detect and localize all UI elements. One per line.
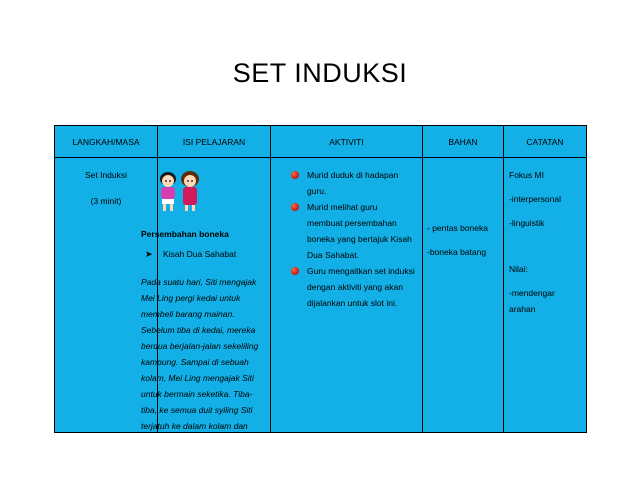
aktiviti-item [291,199,421,263]
catatan-item: -mendengar [509,288,555,298]
langkah-step: Set Induksi [84,170,128,180]
aktiviti-line: Murid melihat guru [307,202,378,212]
story-line: Sebelum tiba di kedai, mereka [141,325,256,335]
isi-heading: Persembahan boneka [141,229,229,239]
red-ball-bullet-icon [291,203,299,211]
story-line: untuk bermain seketika. Tiba- [141,389,253,399]
langkah-duration: (3 minit) [90,196,122,206]
lesson-plan-table [54,125,587,433]
story-line: terjatuh ke dalam kolam dan [141,421,248,431]
header-bahan: BAHAN [448,137,478,147]
story-text [141,274,271,434]
aktiviti-line: boneka yang bertajuk Kisah [307,234,412,244]
aktiviti-cell [291,167,421,311]
catatan-cell [509,167,587,317]
arrow-bullet-icon: ➤ [145,249,153,259]
story-line: tiba, ke semua duit syiling Siti [141,405,253,415]
aktiviti-line: Murid duduk di hadapan [307,170,399,180]
red-ball-bullet-icon [291,171,299,179]
aktiviti-line: Guru mengaitkan set induksi [307,266,415,276]
header-aktiviti: AKTIVITI [329,137,364,147]
page-title: SET INDUKSI [232,58,408,88]
catatan-item: arahan [509,304,536,314]
red-ball-bullet-icon [291,267,299,275]
catatan-nilai-label: Nilai: [509,264,528,274]
story-line: Mei Ling pergi kedai untuk [141,293,241,303]
story-line: kolam, Mei Ling mengajak Siti [141,373,254,383]
aktiviti-item [291,167,421,199]
bahan-item: - pentas boneka [427,223,488,233]
column-divider [422,126,423,432]
bahan-item: -boneka batang [427,247,487,257]
isi-subitem-label: Kisah Dua Sahabat [163,249,237,259]
header-langkah-masa: LANGKAH/MASA [72,137,140,147]
isi-cell [141,226,271,434]
catatan-item: Fokus MI [509,170,544,180]
header-catatan: CATATAN [526,137,564,147]
column-divider [503,126,504,432]
aktiviti-line: dijalankan untuk slot ini. [307,298,398,308]
langkah-cell [55,167,157,209]
bahan-cell [427,220,503,260]
aktiviti-line: Dua Sahabat. [307,250,359,260]
aktiviti-line: guru. [307,186,327,196]
catatan-item: -interpersonal [509,194,561,204]
story-line: kampung. Sampai di sebuah [141,357,249,367]
puppet-dolls-icon [153,170,213,214]
catatan-item: -linguistik [509,218,545,228]
aktiviti-line: membuat persembahan [307,218,397,228]
isi-subitem [141,246,271,262]
aktiviti-line: dengan aktiviti yang akan [307,282,403,292]
story-line: Pada suatu hari, Siti mengajak [141,277,257,287]
story-line: berdua berjalan-jalan sekeliling [141,341,259,351]
aktiviti-item [291,263,421,311]
story-line: membeli barang mainan. [141,309,235,319]
header-isi-pelajaran: ISI PELAJARAN [182,137,246,147]
